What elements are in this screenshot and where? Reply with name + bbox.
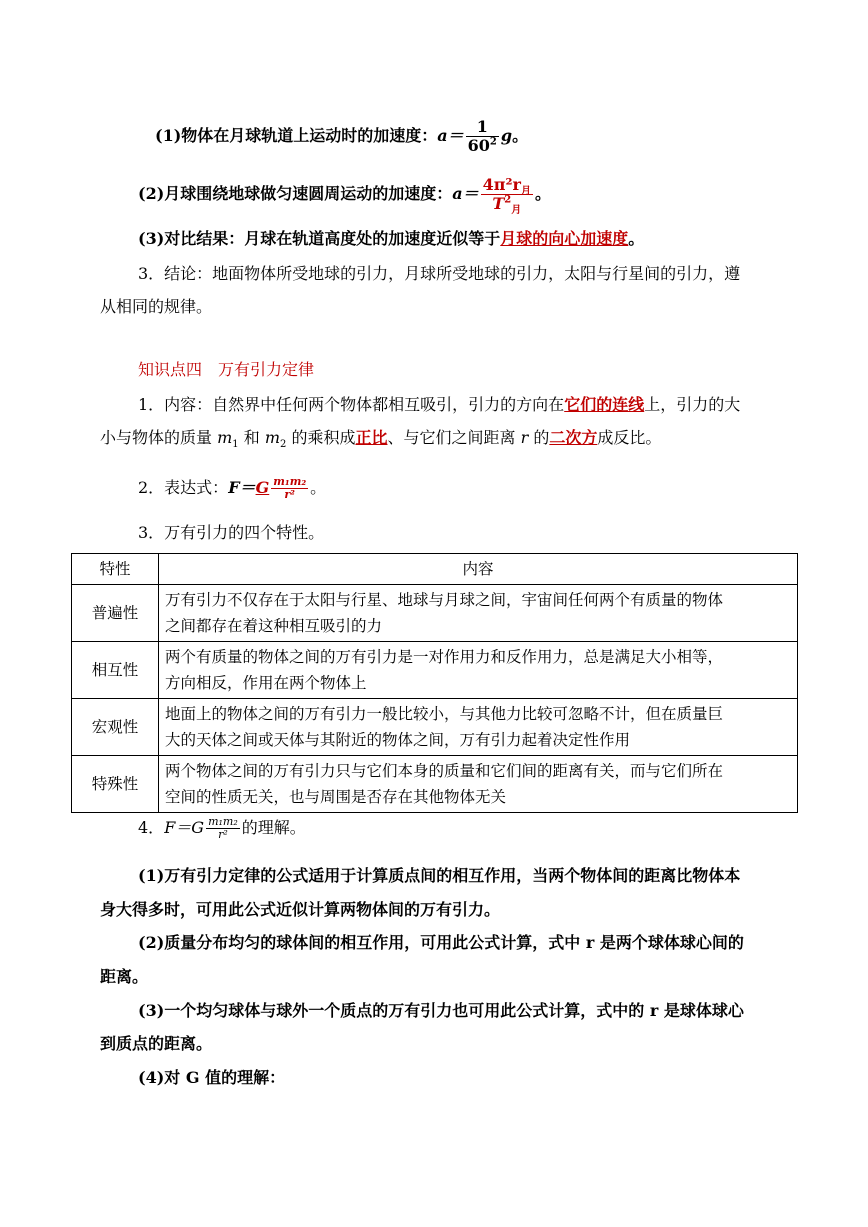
item2-fraction xyxy=(481,175,533,217)
item2-den-exp: 2 xyxy=(504,194,512,206)
expr-denominator: r² xyxy=(284,488,295,501)
item1 xyxy=(155,118,528,155)
row-content-line1: 两个有质量的物体之间的万有引力是一对作用力和反作用力，总是满足大小相等， xyxy=(165,648,724,666)
row-content-line1: 万有引力不仅存在于太阳与行星、地球与月球之间，宇宙间任何两个有质量的物体 xyxy=(165,591,724,609)
content-l2-c: 、与它们之间距离 xyxy=(387,428,521,447)
p1-line2: 身大得多时，可用此公式近似计算两物体间的万有引力。 xyxy=(100,900,501,919)
item3-answer: 月球的向心加速度 xyxy=(500,229,629,248)
expr-numerator: m₁m₂ xyxy=(273,475,307,488)
content-line2 xyxy=(100,427,661,449)
item3 xyxy=(138,228,644,250)
item2 xyxy=(138,175,551,217)
table-row xyxy=(72,642,798,699)
header-property: 特性 xyxy=(72,554,159,585)
and-text: 和 xyxy=(238,428,265,447)
understanding-F: F＝G xyxy=(164,818,205,837)
properties-table xyxy=(71,553,798,813)
p2-line1: (2)质量分布均匀的球体间的相互作用，可用此公式计算，式中 r 是两个球体球心间的 xyxy=(138,933,744,952)
item1-denominator xyxy=(466,137,499,155)
conclusion-line2: 从相同的规律。 xyxy=(100,297,213,316)
content-line1 xyxy=(138,394,740,416)
section-heading: 知识点四 万有引力定律 xyxy=(138,360,315,379)
m2-sub: 2 xyxy=(280,439,287,451)
content-l1-b: 上，引力的大 xyxy=(644,395,741,414)
row-content xyxy=(159,642,798,699)
item3-end: 。 xyxy=(628,229,645,248)
content-l2-b: 的乘积成 xyxy=(286,428,356,447)
understanding-title xyxy=(138,816,306,841)
p3-line2: 到质点的距离。 xyxy=(100,1034,213,1053)
answer-zhengbi: 正比 xyxy=(355,428,388,447)
item1-label: (1)物体在月球轨道上运动时的加速度： xyxy=(155,126,438,145)
item2-eq: a＝ xyxy=(452,184,479,203)
expression-line xyxy=(138,476,326,501)
m2-symbol: m xyxy=(264,428,280,447)
properties-title: 3．万有引力的四个特性。 xyxy=(138,523,325,542)
item1-numerator: 1 xyxy=(466,118,499,137)
p2-line2: 距离。 xyxy=(100,967,149,986)
content-l2-d: 的 xyxy=(528,428,550,447)
table-header-row xyxy=(72,554,798,585)
item1-fraction xyxy=(466,118,499,155)
header-content: 内容 xyxy=(159,554,798,585)
item2-den-sub: 月 xyxy=(511,205,522,217)
row-name: 相互性 xyxy=(72,642,159,699)
expr-F: F＝ xyxy=(228,478,256,497)
item2-end: 。 xyxy=(534,184,551,203)
item2-num-text: 4π²r xyxy=(482,175,521,194)
row-content-line1: 两个物体之间的万有引力只与它们本身的质量和它们间的距离有关，而与它们所在 xyxy=(165,762,724,780)
row-name: 宏观性 xyxy=(72,699,159,756)
table-row xyxy=(72,699,798,756)
understanding-fraction xyxy=(206,816,240,841)
expr-fraction xyxy=(271,476,308,501)
expr-label: 2．表达式： xyxy=(138,478,229,497)
m1-symbol: m xyxy=(217,428,233,447)
content-l1-a: 1．内容：自然界中任何两个物体都相互吸引，引力的方向在 xyxy=(138,395,565,414)
item2-num-sub: 月 xyxy=(520,186,531,198)
item2-denominator xyxy=(481,194,533,217)
p3-line1: (3)一个均匀球体与球外一个质点的万有引力也可用此公式计算，式中的 r 是球体球心 xyxy=(138,1001,744,1020)
row-name: 特殊性 xyxy=(72,756,159,813)
expr-end: 。 xyxy=(310,478,327,497)
content-l2-e: 成反比。 xyxy=(597,428,662,447)
item1-g: g xyxy=(500,126,513,145)
item2-numerator xyxy=(481,175,533,198)
m1-sub: 1 xyxy=(232,439,239,451)
expr-G: G xyxy=(255,478,270,497)
p1-line1: (1)万有引力定律的公式适用于计算质点间的相互作用，当两个物体间的距离比物体本 xyxy=(138,866,741,885)
row-content-line2: 空间的性质无关，也与周围是否存在其他物体无关 xyxy=(165,788,507,806)
row-content-line2: 大的天体之间或天体与其附近的物体之间，万有引力起着决定性作用 xyxy=(165,731,631,749)
conclusion-line1: 3．结论：地面物体所受地球的引力，月球所受地球的引力，太阳与行星间的引力，遵 xyxy=(138,264,741,283)
table-row xyxy=(72,756,798,813)
item3-label: (3)对比结果：月球在轨道高度处的加速度近似等于 xyxy=(138,229,501,248)
row-content-line2: 之间都存在着这种相互吸引的力 xyxy=(165,617,383,635)
row-name: 普遍性 xyxy=(72,585,159,642)
row-content-line2: 方向相反，作用在两个物体上 xyxy=(165,674,367,692)
row-content xyxy=(159,699,798,756)
answer-lianxian: 它们的连线 xyxy=(564,395,645,414)
item1-eq: a＝ xyxy=(437,126,464,145)
row-content-line1: 地面上的物体之间的万有引力一般比较小，与其他力比较可忽略不计，但在质量巨 xyxy=(165,705,724,723)
understanding-numerator: m₁m₂ xyxy=(208,815,238,828)
understanding-suffix: 的理解。 xyxy=(241,818,306,837)
answer-ercifang: 二次方 xyxy=(549,428,598,447)
table-row xyxy=(72,585,798,642)
item2-den-text: T xyxy=(492,194,505,213)
content-l2-a: 小与物体的质量 xyxy=(100,428,218,447)
row-content xyxy=(159,756,798,813)
item2-label: (2)月球围绕地球做匀速圆周运动的加速度： xyxy=(138,184,453,203)
understanding-denominator: r² xyxy=(218,828,228,841)
row-content xyxy=(159,585,798,642)
r-symbol: r xyxy=(520,428,529,447)
item1-den-base: 60 xyxy=(467,136,490,155)
item1-end: 。 xyxy=(512,126,529,145)
p4-line: (4)对 G 值的理解： xyxy=(138,1068,286,1087)
understanding-prefix: 4． xyxy=(138,818,165,837)
item1-den-exp: 2 xyxy=(489,136,497,148)
